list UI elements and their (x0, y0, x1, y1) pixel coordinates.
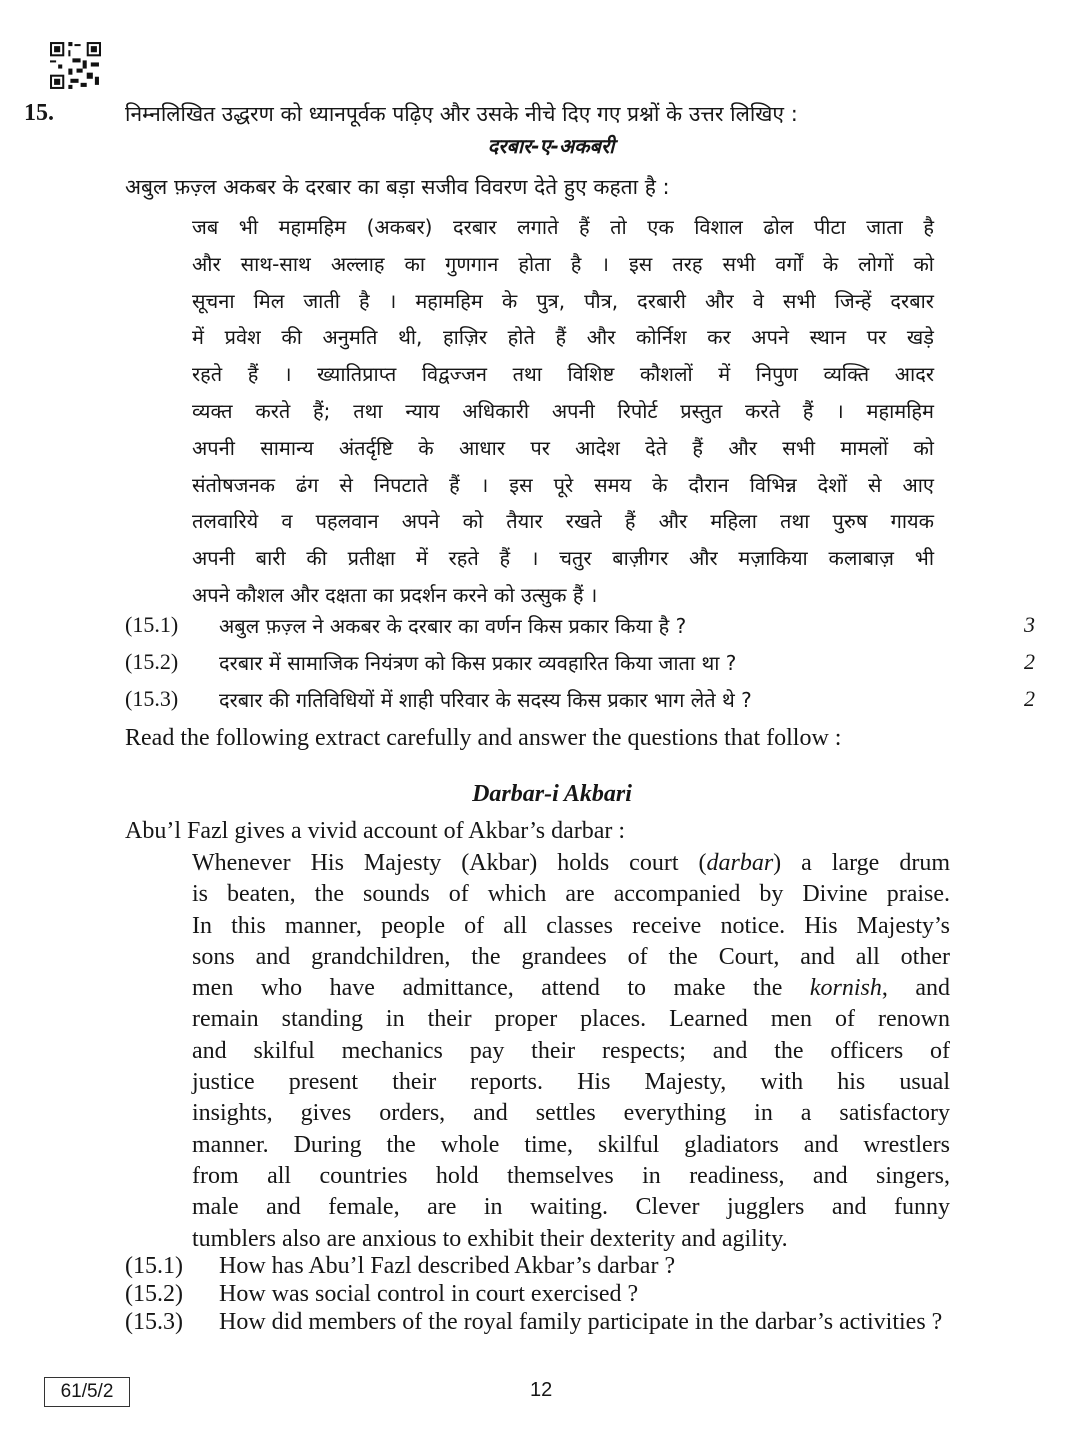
hindi-extract (192, 209, 934, 614)
hindi-extract-line: रहते हैं । ख्यातिप्राप्त विद्वज्जन तथा विशिष्ट कौशलों में निपुण व्यक्ति आदर (192, 362, 934, 387)
hindi-question-3 (125, 686, 1035, 718)
hindi-question-2 (125, 649, 1035, 681)
english-extract-line: from all countries hold themselves in readiness, and singers, (192, 1162, 950, 1189)
question-label: (15.1) (125, 612, 179, 637)
question-marks: 3 (1024, 612, 1035, 637)
hindi-extract-title: दरबार-ए-अकबरी (487, 134, 615, 158)
english-instruction: Read the following extract carefully and answer the questions that follow : (125, 725, 842, 751)
question-text: How was social control in court exercised ? (219, 1281, 639, 1307)
hindi-extract-line: अपने कौशल और दक्षता का प्रदर्शन करने को उत्सुक हैं । (192, 582, 598, 607)
hindi-extract-line: और साथ-साथ अल्लाह का गुणगान होता है । इस तरह सभी वर्गों के लोगों को (192, 251, 934, 276)
hindi-extract-line: व्यक्त करते हैं; तथा न्याय अधिकारी अपनी रिपोर्ट प्रस्तुत करते हैं । महामहिम (192, 398, 934, 423)
english-extract-line: Whenever His Majesty (Akbar) holds court (darbar) a large drum (192, 850, 950, 876)
question-text: How has Abu’l Fazl described Akbar’s darbar ? (219, 1253, 676, 1279)
question-label: (15.3) (125, 1309, 183, 1335)
english-lead-sentence: Abu’l Fazl gives a vivid account of Akbar’s darbar : (125, 818, 626, 844)
paper-code: 61/5/2 (44, 1377, 130, 1407)
english-extract-line: is beaten, the sounds of which are accompanied by Divine praise. (192, 881, 950, 908)
hindi-extract-line: संतोषजनक ढंग से निपटाते हैं । इस पूरे समय के दौरान विभिन्न देशों से आए (192, 472, 934, 497)
question-label: (15.3) (125, 686, 179, 711)
question-label: (15.1) (125, 1253, 183, 1279)
english-extract (192, 848, 950, 1255)
question-text: How did members of the royal family participate in the darbar’s activities ? (219, 1309, 943, 1335)
hindi-question-1 (125, 612, 1035, 644)
question-label: (15.2) (125, 649, 179, 674)
hindi-extract-line: तलवारिये व पहलवान अपने को तैयार रखते हैं और महिला तथा पुरुष गायक (192, 509, 934, 534)
english-extract-line: remain standing in their proper places. Learned men of renown (192, 1006, 950, 1033)
question-marks: 2 (1024, 686, 1035, 711)
english-extract-line: tumblers also are anxious to exhibit their dexterity and agility. (192, 1225, 788, 1252)
english-extract-line: and skilful mechanics pay their respects; and the officers of (192, 1037, 950, 1064)
hindi-extract-line: जब भी महामहिम (अकबर) दरबार लगाते हैं तो एक विशाल ढोल पीटा जाता है (192, 215, 934, 239)
english-extract-line: manner. During the whole time, skilful gladiators and wrestlers (192, 1131, 950, 1158)
hindi-lead-sentence: अबुल फ़ज़्ल अकबर के दरबार का बड़ा सजीव विवरण देते हुए कहता है : (125, 175, 670, 199)
english-extract-line: In this manner, people of all classes receive notice. His Majesty’s (192, 912, 950, 939)
question-number: 15. (24, 100, 54, 126)
english-extract-line: male and female, are in waiting. Clever jugglers and funny (192, 1194, 950, 1221)
qr-code-icon (50, 42, 101, 89)
question-text: दरबार में सामाजिक नियंत्रण को किस प्रकार व्यवहारित किया जाता था ? (219, 651, 737, 675)
english-extract-line: justice present their reports. His Majesty, with his usual (192, 1069, 950, 1096)
english-extract-line: men who have admittance, attend to make the kornish, and (192, 975, 950, 1002)
hindi-extract-line: अपनी सामान्य अंतर्दृष्टि के आधार पर आदेश देते हैं और सभी मामलों को (192, 435, 934, 460)
hindi-extract-line: में प्रवेश की अनुमति थी, हाज़िर होते हैं और कोर्निश कर अपने स्थान पर खड़े (192, 325, 934, 350)
question-label: (15.2) (125, 1281, 183, 1307)
english-extract-title: Darbar-i Akbari (472, 781, 632, 807)
hindi-extract-line: सूचना मिल जाती है । महामहिम के पुत्र, पौत्र, दरबारी और वे सभी जिन्हें दरबार (192, 288, 934, 313)
question-text: दरबार की गतिविधियों में शाही परिवार के सदस्य किस प्रकार भाग लेते थे ? (219, 688, 752, 712)
english-extract-line: insights, gives orders, and settles everything in a satisfactory (192, 1100, 950, 1127)
question-text: अबुल फ़ज़्ल ने अकबर के दरबार का वर्णन किस प्रकार किया है ? (219, 614, 687, 638)
hindi-extract-line: अपनी बारी की प्रतीक्षा में रहते हैं । चतुर बाज़ीगर और मज़ाकिया कलाबाज़ भी (192, 546, 934, 571)
english-extract-line: sons and grandchildren, the grandees of the Court, and all other (192, 943, 950, 970)
question-marks: 2 (1024, 649, 1035, 674)
page-number: 12 (530, 1379, 553, 1401)
hindi-instruction: निम्नलिखित उद्धरण को ध्यानपूर्वक पढ़िए और उसके नीचे दिए गए प्रश्नों के उत्तर लिखिए : (125, 102, 798, 126)
